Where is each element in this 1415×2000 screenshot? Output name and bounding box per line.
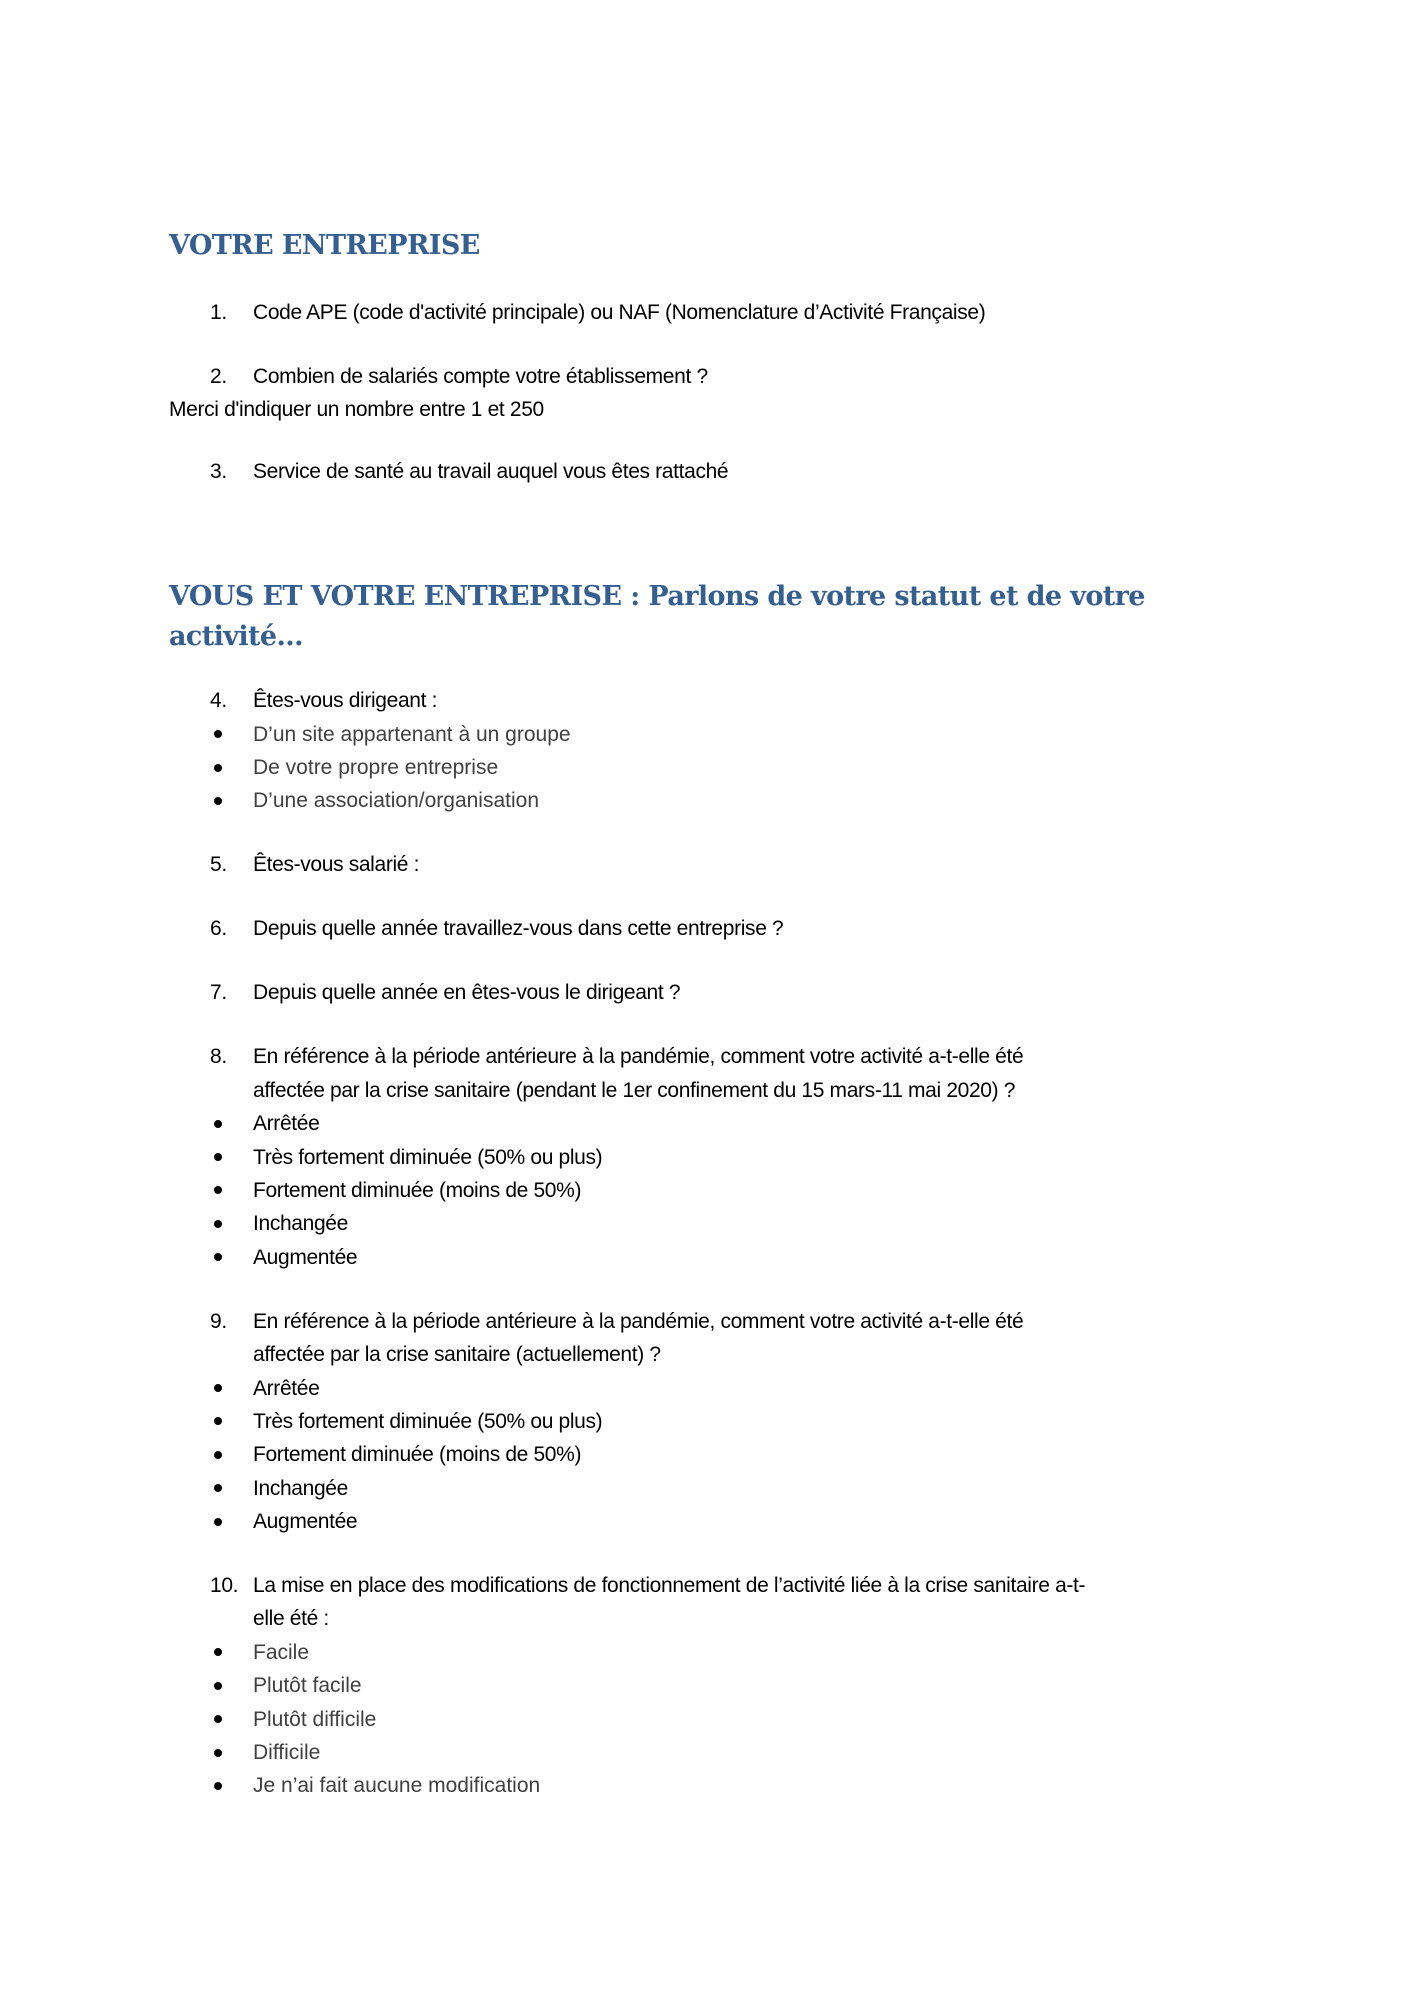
question-number: 5. (210, 853, 227, 877)
option-label: Facile (253, 1640, 310, 1664)
option-item[interactable] (0, 1438, 1415, 1471)
question-text: Depuis quelle année travaillez-vous dans cette entreprise ? (253, 917, 784, 941)
question-number: 9. (210, 1309, 227, 1333)
question-number: 8. (210, 1045, 227, 1069)
bullet-icon (214, 1220, 222, 1228)
question-text: Code APE (code d'activité principale) ou NAF (Nomenclature d’Activité Française) (253, 301, 986, 325)
option-label: Difficile (253, 1741, 321, 1765)
option-label: Je n’ai fait aucune modification (253, 1774, 541, 1798)
option-item[interactable] (0, 784, 1415, 817)
option-item[interactable] (0, 718, 1415, 751)
question-text: affectée par la crise sanitaire (pendant le 1er confinement du 15 mars-11 mai 2020) ? (253, 1078, 1016, 1102)
option-item[interactable] (0, 1241, 1415, 1274)
bullet-icon (214, 1153, 222, 1161)
section-heading-vous-et-votre-entreprise (169, 577, 1145, 657)
option-label: Inchangée (253, 1212, 348, 1236)
bullet-icon (214, 1648, 222, 1656)
question-text: En référence à la période antérieure à la pandémie, comment votre activité a-t-elle été (253, 1045, 1024, 1069)
option-label: Augmentée (253, 1510, 358, 1534)
bullet-icon (214, 1484, 222, 1492)
option-item[interactable] (0, 751, 1415, 784)
option-label: Arrêtée (253, 1112, 320, 1136)
question-text: Combien de salariés compte votre établissement ? (253, 365, 708, 389)
bullet-icon (214, 1384, 222, 1392)
question-text: elle été : (253, 1607, 329, 1631)
question-number: 6. (210, 917, 227, 941)
heading-line: VOUS ET VOTRE ENTREPRISE : Parlons de votre statut et de votre (169, 581, 1145, 612)
option-item[interactable] (0, 1472, 1415, 1505)
question-text: affectée par la crise sanitaire (actuellement) ? (253, 1343, 661, 1367)
question-text: Êtes-vous dirigeant : (253, 689, 438, 713)
option-item[interactable] (0, 1372, 1415, 1405)
question-2 (0, 360, 1415, 393)
question-2-note (0, 394, 1415, 425)
bullet-icon (214, 1715, 222, 1723)
bullet-icon (214, 1749, 222, 1757)
bullet-icon (214, 1120, 222, 1128)
option-label: Très fortement diminuée (50% ou plus) (253, 1145, 603, 1169)
question-number: 3. (210, 460, 227, 484)
option-item[interactable] (0, 1703, 1415, 1736)
option-label: Arrêtée (253, 1376, 320, 1400)
bullet-icon (214, 1682, 222, 1690)
question-8 (0, 1040, 1415, 1073)
question-6 (0, 912, 1415, 945)
question-1 (0, 296, 1415, 329)
bullet-icon (214, 1518, 222, 1526)
option-item[interactable] (0, 1107, 1415, 1140)
option-item[interactable] (0, 1141, 1415, 1174)
option-label: Très fortement diminuée (50% ou plus) (253, 1409, 603, 1433)
option-label: D’une association/organisation (253, 789, 540, 813)
question-4 (0, 684, 1415, 717)
bullet-icon (214, 1417, 222, 1425)
question-note: Merci d'indiquer un nombre entre 1 et 250 (169, 397, 544, 421)
question-text: La mise en place des modifications de fonctionnement de l’activité liée à la crise sanitaire a-t- (253, 1574, 1086, 1598)
bullet-icon (214, 1782, 222, 1790)
section2-questions (0, 684, 1415, 1803)
section-heading-votre-entreprise: VOTRE ENTREPRISE (169, 230, 480, 261)
bullet-icon (214, 1451, 222, 1459)
question-5 (0, 848, 1415, 881)
option-label: De votre propre entreprise (253, 756, 499, 780)
question-number: 1. (210, 301, 227, 325)
bullet-icon (214, 764, 222, 772)
option-label: Augmentée (253, 1245, 358, 1269)
option-label: Inchangée (253, 1476, 348, 1500)
question-number: 2. (210, 365, 227, 389)
question-9 (0, 1305, 1415, 1338)
option-item[interactable] (0, 1207, 1415, 1240)
section1-questions (0, 296, 1415, 488)
option-item[interactable] (0, 1174, 1415, 1207)
question-number: 4. (210, 689, 227, 713)
option-label: D’un site appartenant à un groupe (253, 722, 571, 746)
question-10-continued (0, 1602, 1415, 1635)
heading-line: activité… (169, 621, 303, 652)
question-text: En référence à la période antérieure à la pandémie, comment votre activité a-t-elle été (253, 1309, 1024, 1333)
bullet-icon (214, 797, 222, 805)
question-text: Service de santé au travail auquel vous êtes rattaché (253, 460, 729, 484)
question-7 (0, 976, 1415, 1009)
option-item[interactable] (0, 1736, 1415, 1769)
option-label: Plutôt difficile (253, 1707, 377, 1731)
option-item[interactable] (0, 1636, 1415, 1669)
option-label: Plutôt facile (253, 1674, 362, 1698)
question-text: Êtes-vous salarié : (253, 853, 420, 877)
bullet-icon (214, 1253, 222, 1261)
option-item[interactable] (0, 1669, 1415, 1702)
option-item[interactable] (0, 1405, 1415, 1438)
question-number: 10. (210, 1574, 239, 1598)
question-3 (0, 455, 1415, 488)
question-9-continued (0, 1338, 1415, 1371)
option-item[interactable] (0, 1769, 1415, 1802)
question-10 (0, 1569, 1415, 1602)
option-label: Fortement diminuée (moins de 50%) (253, 1178, 582, 1202)
question-8-continued (0, 1074, 1415, 1107)
question-text: Depuis quelle année en êtes-vous le dirigeant ? (253, 981, 681, 1005)
option-item[interactable] (0, 1505, 1415, 1538)
option-label: Fortement diminuée (moins de 50%) (253, 1443, 582, 1467)
bullet-icon (214, 730, 222, 738)
question-number: 7. (210, 981, 227, 1005)
bullet-icon (214, 1186, 222, 1194)
